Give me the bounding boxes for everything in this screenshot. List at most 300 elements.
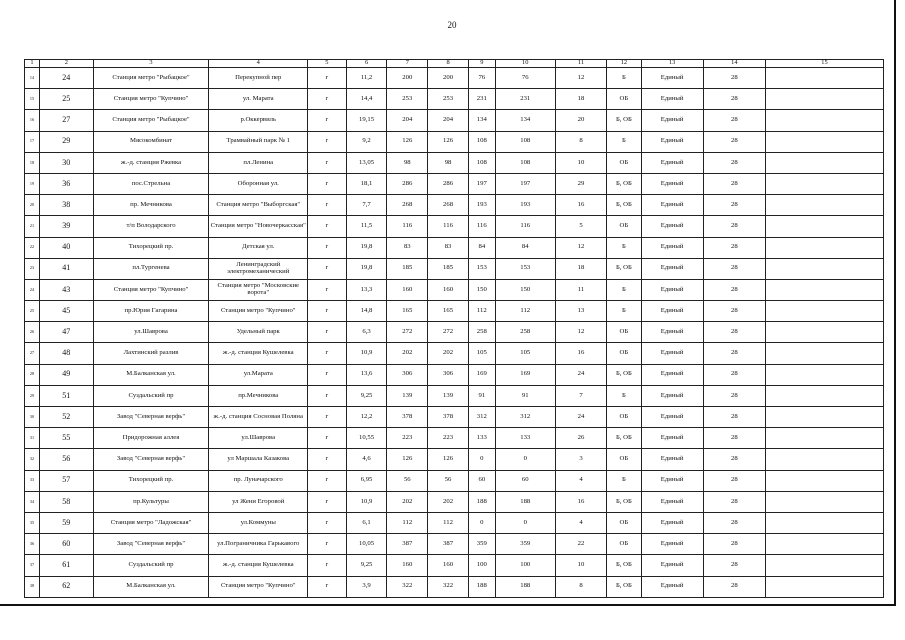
table-cell-col-12: Б [607, 385, 641, 406]
table-cell-col-3: Станция метро "Ладожская" [93, 512, 209, 533]
table-row [25, 512, 884, 533]
table-cell-col-1: 26 [25, 322, 40, 343]
table-cell-col-6: 14,4 [346, 89, 387, 110]
table-cell-col-15 [765, 301, 883, 322]
table-cell-col-5: г [308, 385, 347, 406]
table-cell-col-8: 322 [428, 576, 469, 597]
table-cell-col-11: 20 [555, 110, 606, 131]
table-cell-col-5: г [308, 322, 347, 343]
column-header-9: 9 [468, 60, 495, 68]
table-cell-col-1: 36 [25, 534, 40, 555]
table-cell-col-2: 60 [40, 534, 94, 555]
table-cell-col-14: 28 [703, 364, 765, 385]
table-cell-col-13: Единый [641, 407, 703, 428]
table-cell-col-2: 25 [40, 89, 94, 110]
table-cell-col-8: 200 [428, 68, 469, 89]
table-cell-col-2: 30 [40, 152, 94, 173]
table-cell-col-4: ул Маршала Казакова [209, 449, 308, 470]
table-cell-col-8: 272 [428, 322, 469, 343]
table-cell-col-3: Суздальский пр [93, 385, 209, 406]
table-cell-col-7: 112 [387, 512, 428, 533]
table-cell-col-15 [765, 279, 883, 300]
table-cell-col-8: 98 [428, 152, 469, 173]
table-cell-col-4: пр. Луначарского [209, 470, 308, 491]
table-cell-col-15 [765, 131, 883, 152]
table-cell-col-13: Единый [641, 576, 703, 597]
table-cell-col-7: 202 [387, 343, 428, 364]
table-cell-col-9: 150 [468, 279, 495, 300]
table-cell-col-6: 11,5 [346, 216, 387, 237]
table-cell-col-10: 108 [495, 152, 555, 173]
table-cell-col-12: Б, ОБ [607, 195, 641, 216]
table-cell-col-13: Единый [641, 428, 703, 449]
table-cell-col-9: 231 [468, 89, 495, 110]
table-cell-col-4: ул. Марата [209, 89, 308, 110]
table-cell-col-12: ОБ [607, 534, 641, 555]
table-cell-col-1: 17 [25, 131, 40, 152]
table-cell-col-4: пр.Мечникова [209, 385, 308, 406]
table-cell-col-7: 126 [387, 449, 428, 470]
table-cell-col-8: 165 [428, 301, 469, 322]
table-cell-col-14: 28 [703, 470, 765, 491]
table-cell-col-6: 6,3 [346, 322, 387, 343]
table-cell-col-7: 56 [387, 470, 428, 491]
table-cell-col-5: г [308, 110, 347, 131]
table-cell-col-8: 223 [428, 428, 469, 449]
table-cell-col-9: 193 [468, 195, 495, 216]
table-cell-col-10: 105 [495, 343, 555, 364]
table-cell-col-5: г [308, 576, 347, 597]
table-header-row [25, 60, 884, 68]
table-cell-col-2: 45 [40, 301, 94, 322]
table-cell-col-12: ОБ [607, 89, 641, 110]
table-cell-col-11: 16 [555, 343, 606, 364]
table-cell-col-9: 0 [468, 449, 495, 470]
table-cell-col-7: 83 [387, 237, 428, 258]
table-cell-col-10: 91 [495, 385, 555, 406]
table-cell-col-5: г [308, 173, 347, 194]
table-cell-col-13: Единый [641, 534, 703, 555]
table-row [25, 216, 884, 237]
table-cell-col-14: 28 [703, 258, 765, 279]
table-cell-col-9: 197 [468, 173, 495, 194]
table-cell-col-10: 133 [495, 428, 555, 449]
table-cell-col-6: 13,05 [346, 152, 387, 173]
table-cell-col-6: 10,05 [346, 534, 387, 555]
table-cell-col-9: 105 [468, 343, 495, 364]
table-cell-col-15 [765, 364, 883, 385]
table-cell-col-3: Станция метро "Рыбацкое" [93, 68, 209, 89]
table-cell-col-7: 268 [387, 195, 428, 216]
table-cell-col-13: Единый [641, 131, 703, 152]
table-cell-col-11: 18 [555, 258, 606, 279]
table-cell-col-6: 13,6 [346, 364, 387, 385]
table-cell-col-12: ОБ [607, 407, 641, 428]
table-cell-col-4: ул.Марата [209, 364, 308, 385]
column-header-14: 14 [703, 60, 765, 68]
table-cell-col-4: ул Жени Егоровой [209, 491, 308, 512]
column-header-5: 5 [308, 60, 347, 68]
table-cell-col-15 [765, 68, 883, 89]
table-cell-col-3: Лахтинский разлив [93, 343, 209, 364]
table-cell-col-9: 116 [468, 216, 495, 237]
table-cell-col-13: Единый [641, 449, 703, 470]
table-cell-col-9: 169 [468, 364, 495, 385]
column-header-8: 8 [428, 60, 469, 68]
table-cell-col-6: 6,95 [346, 470, 387, 491]
table-cell-col-14: 28 [703, 301, 765, 322]
table-cell-col-1: 24 [25, 279, 40, 300]
table-cell-col-8: 139 [428, 385, 469, 406]
table-cell-col-5: г [308, 152, 347, 173]
table-cell-col-2: 36 [40, 173, 94, 194]
route-table [24, 59, 884, 598]
table-cell-col-13: Единый [641, 555, 703, 576]
table-cell-col-13: Единый [641, 237, 703, 258]
table-cell-col-9: 188 [468, 576, 495, 597]
table-cell-col-13: Единый [641, 195, 703, 216]
table-cell-col-5: г [308, 343, 347, 364]
table-cell-col-4: ул.Пограничника Гарькавого [209, 534, 308, 555]
table-cell-col-5: г [308, 216, 347, 237]
table-cell-col-5: г [308, 279, 347, 300]
table-cell-col-13: Единый [641, 152, 703, 173]
table-cell-col-3: Тихорецкий пр. [93, 470, 209, 491]
table-cell-col-6: 9,2 [346, 131, 387, 152]
table-cell-col-15 [765, 173, 883, 194]
table-cell-col-9: 60 [468, 470, 495, 491]
table-cell-col-2: 47 [40, 322, 94, 343]
table-cell-col-1: 30 [25, 407, 40, 428]
table-cell-col-11: 16 [555, 195, 606, 216]
table-cell-col-4: Станция метро "Новочеркасская" [209, 216, 308, 237]
table-cell-col-10: 60 [495, 470, 555, 491]
table-cell-col-1: 31 [25, 428, 40, 449]
column-header-12: 12 [607, 60, 641, 68]
table-cell-col-1: 33 [25, 470, 40, 491]
table-cell-col-7: 116 [387, 216, 428, 237]
table-cell-col-10: 231 [495, 89, 555, 110]
table-cell-col-14: 28 [703, 385, 765, 406]
table-cell-col-4: ж.-д. станция Сосновая Поляна [209, 407, 308, 428]
table-cell-col-7: 98 [387, 152, 428, 173]
table-cell-col-5: г [308, 428, 347, 449]
table-cell-col-8: 387 [428, 534, 469, 555]
table-cell-col-1: 27 [25, 343, 40, 364]
table-cell-col-11: 12 [555, 322, 606, 343]
table-cell-col-15 [765, 343, 883, 364]
table-cell-col-13: Единый [641, 385, 703, 406]
table-cell-col-3: пр.Юрия Гагарина [93, 301, 209, 322]
table-cell-col-6: 9,25 [346, 385, 387, 406]
column-header-7: 7 [387, 60, 428, 68]
table-cell-col-12: Б, ОБ [607, 428, 641, 449]
table-cell-col-12: Б [607, 301, 641, 322]
table-cell-col-3: ул.Шаврова [93, 322, 209, 343]
table-cell-col-11: 11 [555, 279, 606, 300]
table-row [25, 428, 884, 449]
table-cell-col-3: Завод "Северная верфь" [93, 449, 209, 470]
table-row [25, 343, 884, 364]
table-cell-col-10: 258 [495, 322, 555, 343]
table-cell-col-15 [765, 534, 883, 555]
table-row [25, 491, 884, 512]
table-cell-col-10: 197 [495, 173, 555, 194]
table-cell-col-9: 84 [468, 237, 495, 258]
table-cell-col-6: 6,1 [346, 512, 387, 533]
table-cell-col-7: 253 [387, 89, 428, 110]
table-cell-col-6: 9,25 [346, 555, 387, 576]
table-cell-col-4: ул.Шаврова [209, 428, 308, 449]
table-cell-col-3: пр. Мечникова [93, 195, 209, 216]
column-header-11: 11 [555, 60, 606, 68]
table-cell-col-10: 100 [495, 555, 555, 576]
table-cell-col-8: 185 [428, 258, 469, 279]
table-cell-col-15 [765, 258, 883, 279]
table-cell-col-10: 153 [495, 258, 555, 279]
table-cell-col-11: 29 [555, 173, 606, 194]
table-row [25, 173, 884, 194]
table-row [25, 301, 884, 322]
table-cell-col-2: 38 [40, 195, 94, 216]
table-cell-col-6: 13,3 [346, 279, 387, 300]
table-cell-col-1: 34 [25, 491, 40, 512]
table-cell-col-7: 139 [387, 385, 428, 406]
table-cell-col-14: 28 [703, 534, 765, 555]
table-row [25, 534, 884, 555]
table-cell-col-8: 126 [428, 449, 469, 470]
table-cell-col-6: 10,9 [346, 343, 387, 364]
table-cell-col-14: 28 [703, 110, 765, 131]
table-cell-col-14: 28 [703, 428, 765, 449]
table-cell-col-3: пос.Стрельна [93, 173, 209, 194]
table-cell-col-9: 100 [468, 555, 495, 576]
page-number: 20 [447, 20, 457, 30]
table-cell-col-5: г [308, 237, 347, 258]
table-cell-col-5: г [308, 131, 347, 152]
table-cell-col-3: Придорожная аллея [93, 428, 209, 449]
table-cell-col-7: 126 [387, 131, 428, 152]
table-row [25, 237, 884, 258]
table-cell-col-14: 28 [703, 131, 765, 152]
table-cell-col-1: 29 [25, 385, 40, 406]
table-cell-col-12: Б [607, 68, 641, 89]
table-cell-col-7: 160 [387, 279, 428, 300]
table-cell-col-1: 23 [25, 258, 40, 279]
table-row [25, 110, 884, 131]
table-cell-col-13: Единый [641, 279, 703, 300]
table-cell-col-13: Единый [641, 258, 703, 279]
table-cell-col-9: 258 [468, 322, 495, 343]
table-cell-col-12: ОБ [607, 216, 641, 237]
table-cell-col-6: 4,6 [346, 449, 387, 470]
table-cell-col-2: 57 [40, 470, 94, 491]
table-cell-col-2: 62 [40, 576, 94, 597]
table-cell-col-6: 10,9 [346, 491, 387, 512]
table-cell-col-12: ОБ [607, 512, 641, 533]
table-cell-col-14: 28 [703, 407, 765, 428]
table-cell-col-8: 160 [428, 279, 469, 300]
table-cell-col-14: 28 [703, 195, 765, 216]
table-cell-col-14: 28 [703, 343, 765, 364]
table-cell-col-13: Единый [641, 322, 703, 343]
table-cell-col-1: 16 [25, 110, 40, 131]
table-cell-col-3: Тихорецкий пр. [93, 237, 209, 258]
table-cell-col-2: 39 [40, 216, 94, 237]
table-cell-col-3: пл.Тургенева [93, 258, 209, 279]
table-cell-col-2: 27 [40, 110, 94, 131]
table-cell-col-4: Ленинградский электромеханический [209, 258, 308, 279]
table-cell-col-10: 116 [495, 216, 555, 237]
table-cell-col-9: 108 [468, 152, 495, 173]
table-cell-col-2: 56 [40, 449, 94, 470]
table-cell-col-7: 286 [387, 173, 428, 194]
table-cell-col-9: 312 [468, 407, 495, 428]
table-cell-col-12: Б [607, 237, 641, 258]
table-cell-col-1: 38 [25, 576, 40, 597]
table-cell-col-10: 188 [495, 491, 555, 512]
table-cell-col-6: 19,8 [346, 258, 387, 279]
table-cell-col-13: Единый [641, 512, 703, 533]
table-cell-col-2: 51 [40, 385, 94, 406]
table-row [25, 470, 884, 491]
table-cell-col-2: 55 [40, 428, 94, 449]
table-cell-col-15 [765, 470, 883, 491]
table-cell-col-15 [765, 110, 883, 131]
table-cell-col-8: 202 [428, 343, 469, 364]
table-row [25, 258, 884, 279]
table-cell-col-5: г [308, 301, 347, 322]
table-cell-col-3: ж.-д. станция Ржевка [93, 152, 209, 173]
table-cell-col-4: Детская ул. [209, 237, 308, 258]
table-cell-col-6: 14,8 [346, 301, 387, 322]
table-cell-col-9: 153 [468, 258, 495, 279]
table-cell-col-11: 7 [555, 385, 606, 406]
table-cell-col-11: 5 [555, 216, 606, 237]
table-cell-col-6: 11,2 [346, 68, 387, 89]
table-row [25, 407, 884, 428]
table-row [25, 89, 884, 110]
table-cell-col-11: 13 [555, 301, 606, 322]
table-cell-col-11: 10 [555, 555, 606, 576]
table-cell-col-9: 108 [468, 131, 495, 152]
table-cell-col-9: 133 [468, 428, 495, 449]
table-row [25, 449, 884, 470]
table-cell-col-7: 272 [387, 322, 428, 343]
table-cell-col-10: 108 [495, 131, 555, 152]
table-cell-col-10: 0 [495, 512, 555, 533]
table-cell-col-3: М.Балканская ул. [93, 576, 209, 597]
table-cell-col-3: М.Балканская ул. [93, 364, 209, 385]
table-cell-col-8: 253 [428, 89, 469, 110]
table-cell-col-4: Перекупной пер [209, 68, 308, 89]
table-cell-col-6: 19,15 [346, 110, 387, 131]
table-cell-col-14: 28 [703, 89, 765, 110]
table-cell-col-13: Единый [641, 216, 703, 237]
table-cell-col-4: р.Оккервиль [209, 110, 308, 131]
table-cell-col-9: 91 [468, 385, 495, 406]
table-cell-col-11: 8 [555, 576, 606, 597]
table-cell-col-11: 16 [555, 491, 606, 512]
table-cell-col-15 [765, 428, 883, 449]
table-cell-col-8: 204 [428, 110, 469, 131]
table-cell-col-11: 12 [555, 237, 606, 258]
column-header-10: 10 [495, 60, 555, 68]
table-cell-col-1: 37 [25, 555, 40, 576]
table-cell-col-10: 169 [495, 364, 555, 385]
table-cell-col-5: г [308, 470, 347, 491]
table-cell-col-6: 10,55 [346, 428, 387, 449]
table-cell-col-7: 202 [387, 491, 428, 512]
table-cell-col-1: 18 [25, 152, 40, 173]
table-cell-col-10: 188 [495, 576, 555, 597]
table-cell-col-10: 112 [495, 301, 555, 322]
table-cell-col-14: 28 [703, 279, 765, 300]
table-cell-col-1: 25 [25, 301, 40, 322]
table-cell-col-12: Б, ОБ [607, 491, 641, 512]
table-cell-col-1: 19 [25, 173, 40, 194]
table-cell-col-5: г [308, 407, 347, 428]
table-cell-col-13: Единый [641, 173, 703, 194]
table-cell-col-1: 14 [25, 68, 40, 89]
table-cell-col-4: ж.-д. станция Кушелевка [209, 343, 308, 364]
table-cell-col-12: Б, ОБ [607, 258, 641, 279]
table-cell-col-5: г [308, 491, 347, 512]
table-cell-col-15 [765, 195, 883, 216]
table-cell-col-12: Б, ОБ [607, 110, 641, 131]
table-cell-col-4: Станция метро "Купчино" [209, 576, 308, 597]
table-cell-col-1: 21 [25, 216, 40, 237]
table-cell-col-8: 160 [428, 555, 469, 576]
table-cell-col-11: 18 [555, 89, 606, 110]
table-cell-col-3: Станция метро "Купчино" [93, 89, 209, 110]
table-cell-col-9: 359 [468, 534, 495, 555]
table-cell-col-8: 126 [428, 131, 469, 152]
table-cell-col-6: 19,8 [346, 237, 387, 258]
table-cell-col-10: 312 [495, 407, 555, 428]
column-header-1: 1 [25, 60, 40, 68]
table-cell-col-9: 188 [468, 491, 495, 512]
table-cell-col-12: Б, ОБ [607, 576, 641, 597]
table-cell-col-7: 160 [387, 555, 428, 576]
table-cell-col-12: Б [607, 470, 641, 491]
table-cell-col-14: 28 [703, 152, 765, 173]
table-cell-col-4: ул.Коммуны [209, 512, 308, 533]
table-cell-col-15 [765, 385, 883, 406]
table-cell-col-14: 28 [703, 491, 765, 512]
table-cell-col-7: 200 [387, 68, 428, 89]
table-cell-col-5: г [308, 555, 347, 576]
table-cell-col-11: 22 [555, 534, 606, 555]
table-cell-col-14: 28 [703, 237, 765, 258]
table-cell-col-12: ОБ [607, 322, 641, 343]
table-cell-col-5: г [308, 449, 347, 470]
table-cell-col-5: г [308, 512, 347, 533]
table-cell-col-15 [765, 555, 883, 576]
table-cell-col-15 [765, 407, 883, 428]
table-cell-col-4: ж.-д. станция Кушелевка [209, 555, 308, 576]
table-cell-col-1: 20 [25, 195, 40, 216]
table-cell-col-11: 4 [555, 512, 606, 533]
table-cell-col-12: Б, ОБ [607, 555, 641, 576]
table-cell-col-2: 52 [40, 407, 94, 428]
table-cell-col-13: Единый [641, 470, 703, 491]
table-cell-col-13: Единый [641, 68, 703, 89]
table-cell-col-1: 32 [25, 449, 40, 470]
table-cell-col-15 [765, 216, 883, 237]
column-header-15: 15 [765, 60, 883, 68]
table-cell-col-5: г [308, 364, 347, 385]
